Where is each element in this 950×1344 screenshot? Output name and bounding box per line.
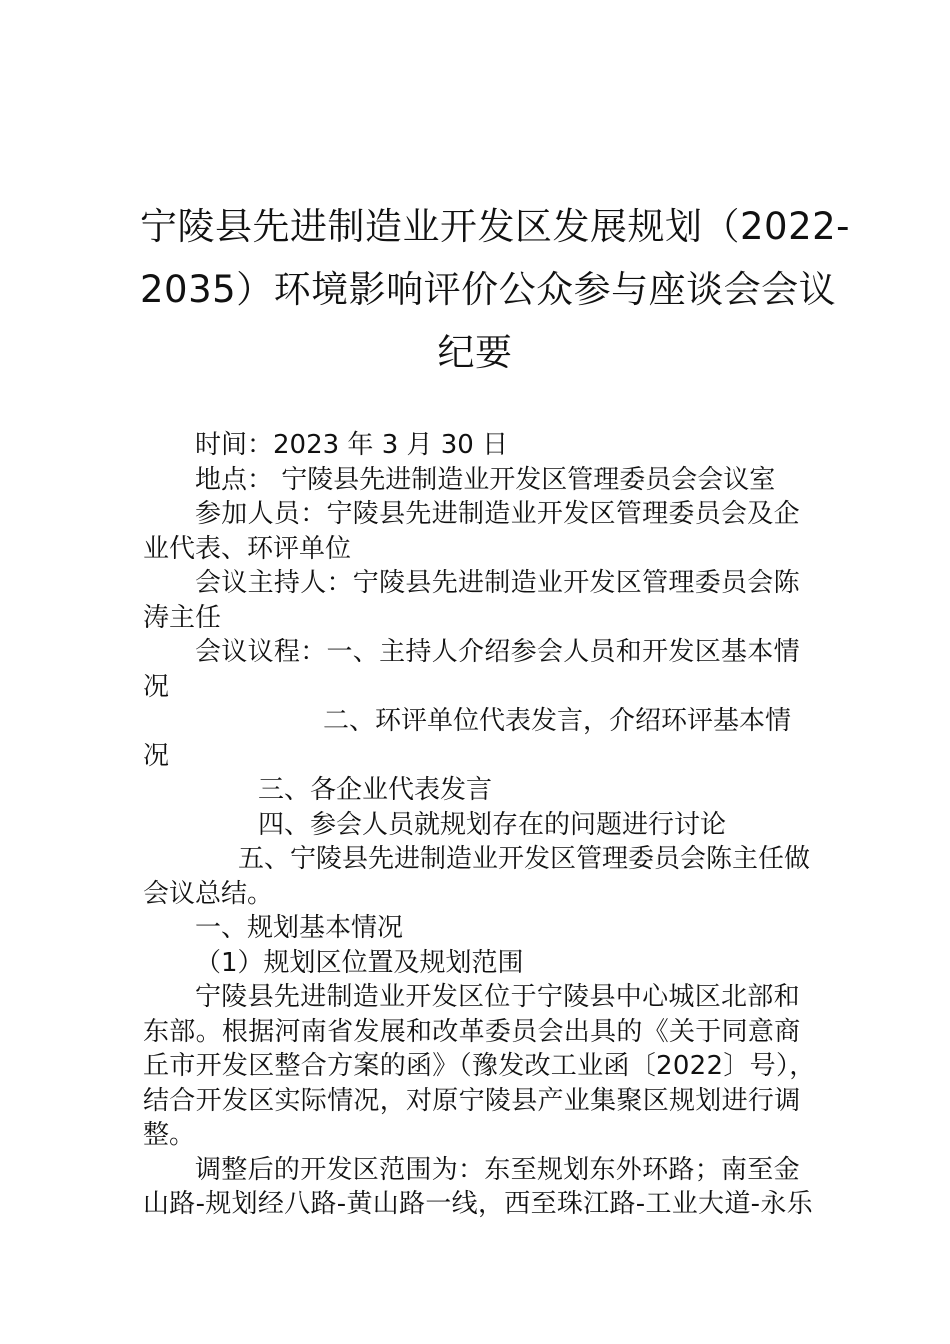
host-line-2: 涛主任 <box>143 602 222 633</box>
agenda-item-5-line-2: 会议总结。 <box>143 878 274 909</box>
paragraph-1-line-3: 丘市开发区整合方案的函》（豫发改工业函〔2022〕号）， <box>143 1051 816 1081</box>
paragraph-1-line-5: 整。 <box>143 1120 196 1150</box>
agenda-item-3: 三、各企业代表发言 <box>258 775 493 805</box>
agenda-item-2-line-2: 况 <box>143 740 170 771</box>
meeting-location: 地点： 宁陵县先进制造业开发区管理委员会会议室 <box>195 464 776 495</box>
paragraph-1-line-1: 宁陵县先进制造业开发区位于宁陵县中心城区北部和 <box>195 982 800 1012</box>
paragraph-1-line-4: 结合开发区实际情况，对原宁陵县产业集聚区规划进行调 <box>143 1085 801 1116</box>
document-body <box>143 428 833 1222</box>
title-line-1: 宁陵县先进制造业开发区发展规划（2022- <box>140 205 851 248</box>
paragraph-2-line-1: 调整后的开发区范围为：东至规划东外环路；南至金 <box>195 1154 800 1185</box>
title-line-3: 纪要 <box>437 331 513 374</box>
agenda-item-1-line-2: 况 <box>143 671 170 702</box>
title-line-2: 2035）环境影响评价公众参与座谈会会议 <box>140 268 837 311</box>
paragraph-2-line-2: 山路-规划经八路-黄山路一线，西至珠江路-工业大道-永乐 <box>143 1189 813 1219</box>
participants-line-2: 业代表、环评单位 <box>143 533 352 564</box>
document-title <box>140 195 851 384</box>
paragraph-1-line-2: 东部。根据河南省发展和改革委员会出具的《关于同意商 <box>143 1016 801 1047</box>
agenda-item-1-line-1: 会议议程：一、主持人介绍参会人员和开发区基本情 <box>195 637 800 667</box>
agenda-item-4: 四、参会人员就规划存在的问题进行讨论 <box>258 809 727 840</box>
section-heading-1: 一、规划基本情况 <box>195 913 404 943</box>
participants-line-1: 参加人员：宁陵县先进制造业开发区管理委员会及企 <box>195 499 800 529</box>
host-line-1: 会议主持人：宁陵县先进制造业开发区管理委员会陈 <box>195 568 800 598</box>
meeting-time: 时间：2023 年 3 月 30 日 <box>195 430 509 460</box>
agenda-item-2-line-1: 二、环评单位代表发言，介绍环评基本情 <box>323 706 792 736</box>
subsection-heading-1: （1）规划区位置及规划范围 <box>195 947 524 978</box>
agenda-item-5-line-1: 五、宁陵县先进制造业开发区管理委员会陈主任做 <box>238 844 811 874</box>
